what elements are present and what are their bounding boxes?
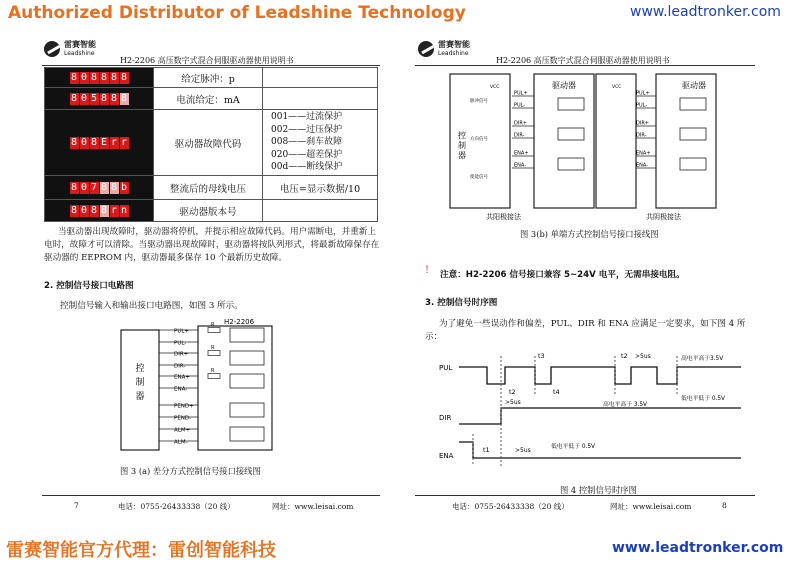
table-row	[45, 200, 378, 222]
pin-label: PUL-	[514, 102, 526, 109]
display-table	[44, 67, 378, 222]
optocoupler	[558, 98, 584, 110]
figure-3a-diagram	[118, 316, 280, 452]
leadshine-logo	[418, 40, 470, 58]
vcc-label: VCC	[490, 85, 500, 90]
signal-label-dir: DIR	[439, 414, 452, 422]
controller-label-2: 制	[135, 378, 145, 388]
optocoupler	[230, 403, 264, 417]
resistor	[208, 374, 220, 379]
fault-code: 00d——断线保护	[271, 162, 343, 173]
controller-label-left: 控	[458, 131, 466, 140]
t4-label: t4	[553, 388, 560, 396]
pin-label: DIR-	[514, 132, 525, 139]
fault-code: 020——超差保护	[271, 149, 343, 160]
table-row	[45, 68, 378, 88]
table-desc: 驱动器版本号	[154, 200, 263, 222]
left-page-number: 7	[74, 501, 79, 510]
table-desc: 驱动器故障代码	[154, 110, 263, 176]
logo-en: Leadshine	[438, 50, 469, 57]
logo-icon	[44, 41, 60, 57]
pin-label-pend-minus: PEND-	[174, 415, 192, 422]
led-display: 8 0 8 8 r n	[70, 204, 128, 216]
dir-high-level: 高电平高于 3.5V	[603, 402, 648, 408]
pin-label-pend-minusplus: PEND+	[174, 403, 194, 410]
gt5us-label-b: >5us	[635, 353, 651, 360]
optocoupler	[680, 128, 706, 140]
optocoupler	[230, 328, 264, 342]
resistor	[208, 351, 220, 356]
figure-3b-caption: 图 3(b) 单端方式控制信号接口接线图	[520, 229, 659, 239]
right-footer-phone: 电话：0755-26433338（20 线）	[452, 502, 569, 511]
right-page-number: 8	[722, 501, 727, 510]
pin-label: ENA+	[636, 150, 651, 157]
interface-note: 注意：H2-2206 信号接口兼容 5~24V 电平，无需串接电阻。	[440, 270, 685, 280]
svg-text:制: 制	[458, 141, 466, 150]
table-row	[45, 88, 378, 110]
pin-label-alm-minusplus: ALM+	[174, 427, 191, 434]
vcc-label: VCC	[612, 85, 622, 90]
gt5us-label-a: >5us	[505, 399, 521, 406]
right-header-title: H2-2206 高压数字式混合伺服驱动器使用说明书	[496, 56, 670, 65]
pin-label: PUL+	[636, 90, 650, 97]
signal-label-ena: ENA	[439, 452, 454, 460]
led-display: 8 0 5 8 8 8	[70, 92, 128, 104]
left-footer-rule	[42, 495, 380, 496]
pin-label: DIR-	[636, 132, 647, 139]
resistor-label: R	[211, 345, 215, 351]
figure-4-caption: 图 4 控制信号时序图	[560, 485, 637, 495]
logo-cn: 雷赛智能	[64, 40, 96, 49]
controller-label-3: 器	[135, 392, 145, 402]
leadshine-logo	[44, 40, 96, 58]
optocoupler	[558, 158, 584, 170]
website-link[interactable]: www.leadtronker.com	[630, 4, 781, 20]
right-footer-rule	[415, 495, 755, 496]
fault-paragraph: 当驱动器出现故障时，驱动器将停机，并提示相应故障代码。用户需断电，并重新上电时，故障才可以清除。当驱动器出现故障时，驱动器将按队列形式，将最新故障保存在驱动器的 EEPROM 内，驱动器最多保存 10 个最新历史故障。	[44, 227, 380, 263]
fault-code: 002——过压保护	[271, 124, 343, 135]
pin-label-pul-minusplus: PUL+	[174, 328, 190, 335]
table-value: 电压=显示数据/10	[263, 176, 378, 200]
section3-text: 为了避免一些误动作和偏差，PUL、DIR 和 ENA 应满足一定要求，如下图 4 所示：	[425, 319, 746, 342]
warning-icon: !	[425, 265, 430, 276]
right-footer-web[interactable]: 网址：www.leisai.com	[610, 502, 692, 511]
led-display: 8 0 8 8 8 8	[70, 71, 128, 83]
resistor-label: R	[211, 368, 215, 374]
table-row	[45, 110, 378, 176]
controller-label-1: 控	[135, 364, 145, 374]
driver-label-left: 驱动器	[552, 81, 576, 90]
table-desc: 给定脉冲：p	[154, 68, 263, 88]
optocoupler	[558, 128, 584, 140]
table-desc: 整流后的母线电压	[154, 176, 263, 200]
t2-label-a: t2	[509, 388, 516, 396]
led-display: 8 0 7 8 8 b	[70, 181, 128, 193]
fault-code: 008——刹车故障	[271, 137, 343, 148]
optocoupler	[680, 158, 706, 170]
figure-4-timing-diagram	[425, 346, 755, 480]
t2-label-b: t2	[621, 352, 628, 360]
signal-label-pul: PUL	[439, 364, 453, 372]
t1-label: t1	[483, 446, 490, 454]
figure-3b-diagram	[446, 68, 746, 224]
pin-label: ENA+	[514, 150, 529, 157]
table-row	[45, 176, 378, 200]
signal-label: 方向信号	[470, 137, 488, 142]
section2-heading: 2. 控制信号接口电路图	[44, 281, 134, 291]
pin-label-dir-minusplus: DIR+	[174, 351, 189, 358]
common-cathode-label: 共阴极接法	[646, 213, 681, 221]
section3-heading: 3. 控制信号时序图	[425, 298, 498, 308]
section2-text: 控制信号输入和输出接口电路图，如图 3 所示。	[60, 301, 243, 311]
figure-3a-caption: 图 3 (a) 差分方式控制信号接口接线图	[120, 466, 261, 476]
left-header-rule	[42, 65, 380, 66]
right-header-rule	[415, 65, 755, 66]
pin-label-ena-minusplus: ENA+	[174, 374, 190, 381]
optocoupler	[680, 98, 706, 110]
left-footer-web[interactable]: 网址：www.leisai.com	[272, 502, 354, 511]
svg-text:器: 器	[458, 151, 466, 160]
pin-label: ENA-	[514, 162, 527, 169]
signal-label: 脉冲信号	[470, 99, 488, 104]
fault-code: 001——过流保护	[271, 112, 343, 123]
pin-label-pul-minus: PUL-	[174, 340, 187, 347]
logo-cn: 雷赛智能	[438, 40, 470, 49]
optocoupler	[230, 374, 264, 388]
pin-label: DIR+	[636, 120, 649, 127]
optocoupler	[230, 351, 264, 365]
pin-label-alm-minus: ALM-	[174, 439, 188, 446]
driver-label-right: 驱动器	[682, 81, 706, 90]
resistor	[208, 328, 220, 333]
gt5us-label-c: >5us	[515, 447, 531, 454]
logo-icon	[418, 41, 434, 57]
agent-banner: 雷赛智能官方代理：雷创智能科技	[6, 540, 276, 561]
pin-label-ena-minus: ENA-	[174, 386, 188, 393]
left-footer-phone: 电话：0755-26433338（20 线）	[118, 502, 235, 511]
resistor-label: R	[211, 322, 215, 328]
pul-low-level: 低电平低于 0.5V	[681, 396, 726, 402]
pin-label: PUL+	[514, 90, 528, 97]
table-desc: 电流给定：mA	[154, 88, 263, 110]
common-anode-label: 共阳极接法	[486, 213, 521, 221]
t3-label: t3	[538, 352, 545, 360]
bottom-website-link[interactable]: www.leadtronker.com	[612, 540, 784, 556]
pin-label: ENA-	[636, 162, 649, 169]
pin-label: PUL-	[636, 102, 648, 109]
signal-label: 使能信号	[470, 175, 488, 180]
left-header-title: H2-2206 高压数字式混合伺服驱动器使用说明书	[120, 56, 294, 65]
led-display: 8 0 8 E r r	[70, 136, 128, 148]
driver-model-label: H2-2206	[224, 318, 255, 326]
distributor-banner: Authorized Distributor of Leadshine Technology	[8, 3, 466, 23]
optocoupler	[230, 427, 264, 441]
pul-high-level: 高电平高于3.5V	[681, 356, 724, 362]
pin-label: DIR+	[514, 120, 527, 127]
dir-low-level: 低电平低于 0.5V	[551, 444, 596, 450]
logo-en: Leadshine	[64, 50, 95, 57]
pin-label-dir-minus: DIR-	[174, 363, 186, 370]
